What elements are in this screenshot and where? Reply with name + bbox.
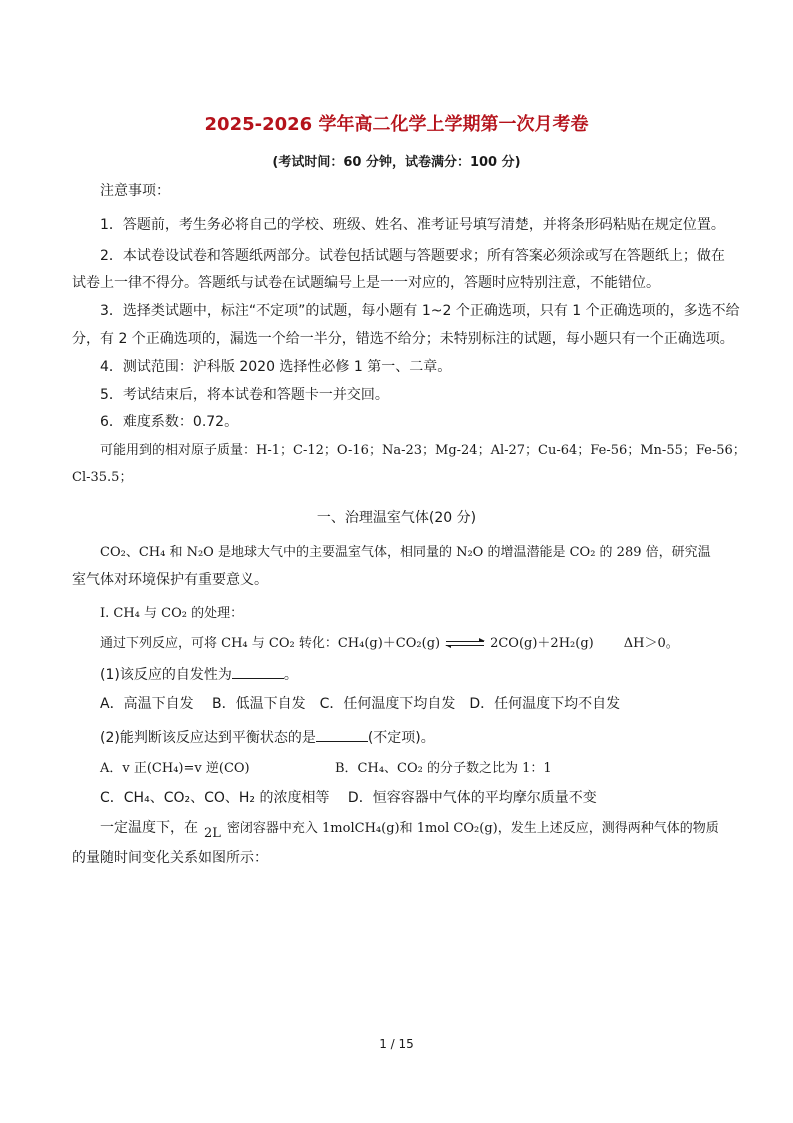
answer-blank [316, 727, 368, 742]
volume-label: 2L [204, 826, 221, 841]
reaction-enthalpy: ΔH＞0。 [623, 636, 679, 651]
exam-title: 2025-2026 学年高二化学上学期第一次月考卷 [204, 114, 589, 135]
note-item-3a: 3．选择类试题中，标注“不定项”的试题，每小题有 1~2 个正确选项，只有 1 个正确选项的，多选不给 [100, 303, 740, 319]
note-item-3b: 分，有 2 个正确选项的，漏选一个给一半分，错选不给分；未特别标注的试题，每小题只有一个正确选项。 [72, 331, 734, 347]
question-2-option-a: A．v 正(CH₄)=v 逆(CO) [100, 761, 250, 776]
section-heading: 一、治理温室气体(20 分) [316, 510, 477, 526]
context-line-a [100, 818, 719, 839]
note-item-1: 1．答题前，考生务必将自己的学校、班级、姓名、准考证号填写清楚，并将条形码粘贴在规定位置。 [100, 217, 725, 233]
section-intro-b: 室气体对环境保护有重要意义。 [72, 572, 268, 588]
note-item-5: 5．考试结束后，将本试卷和答题卡一并交回。 [100, 387, 389, 403]
question-2-option-b: B．CH₄、CO₂ 的分子数之比为 1：1 [335, 761, 552, 776]
page-number: 1 / 15 [379, 1037, 414, 1051]
reaction-suffix: 2CO(g)＋2H₂(g) [490, 636, 594, 651]
note-item-4: 4．测试范围：沪科版 2020 选择性必修 1 第一、二章。 [100, 359, 452, 375]
reaction-prefix: 通过下列反应，可将 CH₄ 与 CO₂ 转化：CH₄(g)＋CO₂(g) [100, 636, 441, 651]
context-line-b: 的量随时间变化关系如图所示： [72, 850, 268, 866]
note-item-2b: 试卷上一律不得分。答题纸与试卷在试题编号上是一一对应的，答题时应特别注意，不能错位。 [72, 275, 660, 291]
section-intro-a: CO₂、CH₄ 和 N₂O 是地球大气中的主要温室气体，相同量的 N₂O 的增温潜能是 CO₂ 的 289 倍，研究温 [100, 545, 711, 560]
note-item-6: 6．难度系数：0.72。 [100, 414, 239, 430]
equilibrium-arrow-icon [446, 639, 484, 649]
note-item-2a: 2．本试卷设试卷和答题纸两部分。试卷包括试题与答题要求；所有答案必须涂或写在答题纸上；做在 [100, 248, 725, 264]
question-2-options-cd: C．CH₄、CO₂、CO、H₂ 的浓度相等 D．恒容容器中气体的平均摩尔质量不变 [100, 790, 597, 806]
question-2 [100, 727, 435, 748]
notes-heading: 注意事项： [100, 183, 170, 199]
question-2-end: (不定项)。 [367, 730, 435, 746]
part-one-heading: I. CH₄ 与 CO₂ 的处理： [100, 606, 244, 621]
atomic-mass-line-a: 可能用到的相对原子质量：H-1；C-12；O-16；Na-23；Mg-24；Al-27；Cu-64；Fe-56；Mn-55；Fe-56； [100, 443, 746, 458]
exam-subtitle: (考试时间：60 分钟，试卷满分：100 分) [272, 155, 521, 170]
question-2-text: (2)能判断该反应达到平衡状态的是 [100, 730, 316, 746]
answer-blank [232, 664, 284, 679]
context-text-1: 一定温度下，在 [100, 820, 198, 836]
reaction-equation [100, 634, 679, 654]
question-1-text: (1)该反应的自发性为 [100, 667, 232, 683]
question-1-end: 。 [283, 667, 298, 683]
atomic-mass-line-b: Cl-35.5； [72, 470, 133, 485]
context-text-2: 密闭容器中充入 1molCH₄(g)和 1mol CO₂(g)，发生上述反应，测得两种气体的物质 [226, 821, 719, 836]
question-1-options: A．高温下自发 B．低温下自发 C．任何温度下均自发 D．任何温度下均不自发 [100, 696, 621, 712]
question-1 [100, 664, 298, 685]
